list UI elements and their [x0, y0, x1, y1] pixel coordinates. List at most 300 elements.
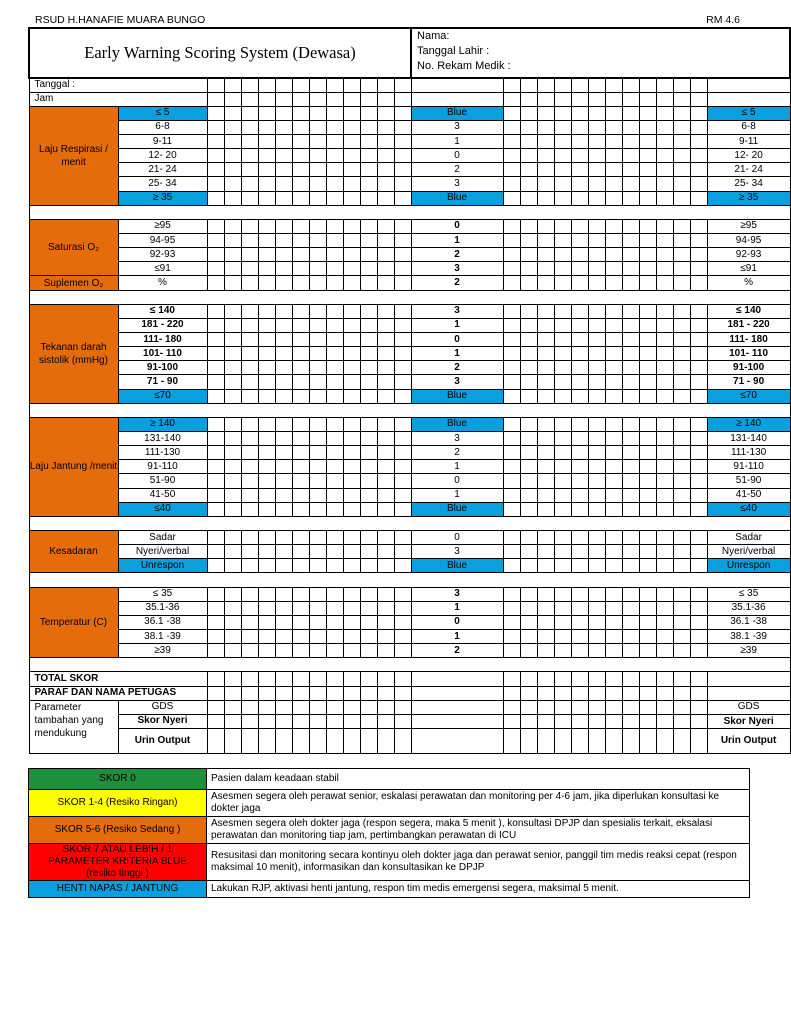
observation-cell[interactable]	[690, 446, 707, 460]
observation-cell[interactable]	[292, 262, 309, 276]
observation-cell[interactable]	[605, 304, 622, 318]
observation-cell[interactable]	[241, 615, 258, 629]
observation-cell[interactable]	[207, 432, 224, 446]
observation-cell[interactable]	[377, 120, 394, 134]
observation-cell[interactable]	[537, 559, 554, 573]
observation-cell[interactable]	[537, 488, 554, 502]
observation-cell[interactable]	[503, 502, 520, 516]
observation-cell[interactable]	[326, 587, 343, 601]
observation-cell[interactable]	[258, 502, 275, 516]
observation-cell[interactable]	[275, 615, 292, 629]
observation-cell[interactable]	[588, 304, 605, 318]
observation-cell[interactable]	[343, 120, 360, 134]
observation-cell[interactable]	[537, 347, 554, 361]
observation-cell[interactable]	[394, 120, 411, 134]
observation-cell[interactable]	[360, 601, 377, 615]
observation-cell[interactable]	[605, 502, 622, 516]
observation-cell[interactable]	[377, 361, 394, 375]
observation-cell[interactable]	[292, 135, 309, 149]
total_score-cell[interactable]	[258, 672, 275, 686]
observation-cell[interactable]	[571, 347, 588, 361]
observation-cell[interactable]	[656, 389, 673, 403]
observation-cell[interactable]	[377, 333, 394, 347]
observation-cell[interactable]	[588, 375, 605, 389]
observation-cell[interactable]	[258, 163, 275, 177]
observation-cell[interactable]	[394, 347, 411, 361]
signature-cell[interactable]	[292, 686, 309, 700]
observation-cell[interactable]	[394, 375, 411, 389]
observation-cell[interactable]	[639, 135, 656, 149]
observation-cell[interactable]	[554, 347, 571, 361]
observation-cell[interactable]	[377, 417, 394, 431]
observation-cell[interactable]	[554, 234, 571, 248]
observation-cell[interactable]	[224, 333, 241, 347]
observation-cell[interactable]	[207, 191, 224, 205]
observation-cell[interactable]	[639, 304, 656, 318]
pain-cell[interactable]	[520, 714, 537, 728]
gds-cell[interactable]	[258, 700, 275, 714]
observation-cell[interactable]	[326, 163, 343, 177]
date-input-cell[interactable]	[377, 78, 394, 92]
observation-cell[interactable]	[292, 545, 309, 559]
date-input-cell[interactable]	[309, 78, 326, 92]
observation-cell[interactable]	[326, 474, 343, 488]
observation-cell[interactable]	[656, 432, 673, 446]
gds-cell[interactable]	[360, 700, 377, 714]
observation-cell[interactable]	[639, 545, 656, 559]
observation-cell[interactable]	[394, 460, 411, 474]
observation-cell[interactable]	[343, 219, 360, 233]
signature-cell[interactable]	[639, 686, 656, 700]
observation-cell[interactable]	[207, 276, 224, 290]
observation-cell[interactable]	[588, 446, 605, 460]
observation-cell[interactable]	[605, 446, 622, 460]
observation-cell[interactable]	[224, 276, 241, 290]
observation-cell[interactable]	[503, 304, 520, 318]
urine-cell[interactable]	[258, 728, 275, 753]
observation-cell[interactable]	[673, 120, 690, 134]
observation-cell[interactable]	[639, 234, 656, 248]
observation-cell[interactable]	[326, 389, 343, 403]
date-input-cell[interactable]	[503, 78, 520, 92]
observation-cell[interactable]	[554, 615, 571, 629]
urine-cell[interactable]	[394, 728, 411, 753]
total_score-mid-cell[interactable]	[411, 672, 503, 686]
observation-cell[interactable]	[537, 248, 554, 262]
gds-cell[interactable]	[656, 700, 673, 714]
observation-cell[interactable]	[520, 375, 537, 389]
gds-cell[interactable]	[343, 700, 360, 714]
observation-cell[interactable]	[224, 644, 241, 658]
observation-cell[interactable]	[292, 615, 309, 629]
observation-cell[interactable]	[656, 644, 673, 658]
gds-cell[interactable]	[309, 700, 326, 714]
signature-cell[interactable]	[343, 686, 360, 700]
total_score-cell[interactable]	[520, 672, 537, 686]
observation-cell[interactable]	[292, 191, 309, 205]
observation-cell[interactable]	[639, 318, 656, 332]
observation-cell[interactable]	[394, 276, 411, 290]
observation-cell[interactable]	[394, 177, 411, 191]
observation-cell[interactable]	[605, 587, 622, 601]
observation-cell[interactable]	[377, 531, 394, 545]
observation-cell[interactable]	[622, 248, 639, 262]
observation-cell[interactable]	[258, 318, 275, 332]
observation-cell[interactable]	[605, 262, 622, 276]
observation-cell[interactable]	[258, 135, 275, 149]
observation-cell[interactable]	[520, 248, 537, 262]
observation-cell[interactable]	[360, 488, 377, 502]
observation-cell[interactable]	[537, 191, 554, 205]
observation-cell[interactable]	[377, 106, 394, 120]
pain-cell[interactable]	[326, 714, 343, 728]
observation-cell[interactable]	[275, 177, 292, 191]
observation-cell[interactable]	[207, 460, 224, 474]
observation-cell[interactable]	[275, 163, 292, 177]
observation-cell[interactable]	[622, 460, 639, 474]
observation-cell[interactable]	[377, 262, 394, 276]
observation-cell[interactable]	[292, 347, 309, 361]
urine-cell[interactable]	[309, 728, 326, 753]
urine-cell[interactable]	[622, 728, 639, 753]
observation-cell[interactable]	[588, 191, 605, 205]
observation-cell[interactable]	[673, 460, 690, 474]
observation-cell[interactable]	[588, 559, 605, 573]
observation-cell[interactable]	[588, 474, 605, 488]
pain-cell[interactable]	[673, 714, 690, 728]
observation-cell[interactable]	[690, 219, 707, 233]
observation-cell[interactable]	[554, 474, 571, 488]
observation-cell[interactable]	[588, 262, 605, 276]
observation-cell[interactable]	[275, 502, 292, 516]
observation-cell[interactable]	[639, 615, 656, 629]
observation-cell[interactable]	[258, 587, 275, 601]
observation-cell[interactable]	[622, 615, 639, 629]
observation-cell[interactable]	[343, 333, 360, 347]
observation-cell[interactable]	[605, 163, 622, 177]
observation-cell[interactable]	[656, 219, 673, 233]
observation-cell[interactable]	[360, 149, 377, 163]
observation-cell[interactable]	[326, 375, 343, 389]
observation-cell[interactable]	[588, 234, 605, 248]
observation-cell[interactable]	[537, 163, 554, 177]
observation-cell[interactable]	[394, 262, 411, 276]
patient-mrn-field[interactable]: No. Rekam Medik :	[417, 60, 511, 72]
observation-cell[interactable]	[588, 432, 605, 446]
observation-cell[interactable]	[605, 347, 622, 361]
observation-cell[interactable]	[503, 135, 520, 149]
urine-cell[interactable]	[537, 728, 554, 753]
gds-cell[interactable]	[690, 700, 707, 714]
observation-cell[interactable]	[622, 318, 639, 332]
observation-cell[interactable]	[360, 389, 377, 403]
time-input-cell[interactable]	[503, 92, 520, 106]
observation-cell[interactable]	[656, 474, 673, 488]
observation-cell[interactable]	[241, 601, 258, 615]
signature-cell[interactable]	[690, 686, 707, 700]
total_score-cell[interactable]	[656, 672, 673, 686]
time-input-cell[interactable]	[588, 92, 605, 106]
observation-cell[interactable]	[690, 177, 707, 191]
observation-cell[interactable]	[622, 389, 639, 403]
observation-cell[interactable]	[520, 644, 537, 658]
urine-cell[interactable]	[503, 728, 520, 753]
observation-cell[interactable]	[622, 234, 639, 248]
urine-cell[interactable]	[343, 728, 360, 753]
observation-cell[interactable]	[690, 488, 707, 502]
observation-cell[interactable]	[241, 234, 258, 248]
date-input-cell[interactable]	[571, 78, 588, 92]
total_score-cell[interactable]	[690, 672, 707, 686]
observation-cell[interactable]	[588, 219, 605, 233]
observation-cell[interactable]	[673, 248, 690, 262]
date-input-cell[interactable]	[207, 78, 224, 92]
observation-cell[interactable]	[554, 446, 571, 460]
observation-cell[interactable]	[588, 615, 605, 629]
observation-cell[interactable]	[292, 177, 309, 191]
observation-cell[interactable]	[258, 361, 275, 375]
observation-cell[interactable]	[224, 248, 241, 262]
date-input-cell[interactable]	[537, 78, 554, 92]
observation-cell[interactable]	[571, 417, 588, 431]
observation-cell[interactable]	[554, 219, 571, 233]
observation-cell[interactable]	[588, 629, 605, 643]
observation-cell[interactable]	[537, 120, 554, 134]
observation-cell[interactable]	[343, 149, 360, 163]
observation-cell[interactable]	[377, 502, 394, 516]
observation-cell[interactable]	[537, 629, 554, 643]
observation-cell[interactable]	[503, 389, 520, 403]
observation-cell[interactable]	[639, 417, 656, 431]
observation-cell[interactable]	[537, 177, 554, 191]
observation-cell[interactable]	[690, 234, 707, 248]
observation-cell[interactable]	[554, 460, 571, 474]
time-input-cell[interactable]	[673, 92, 690, 106]
observation-cell[interactable]	[224, 474, 241, 488]
observation-cell[interactable]	[326, 361, 343, 375]
observation-cell[interactable]	[622, 347, 639, 361]
observation-cell[interactable]	[588, 531, 605, 545]
observation-cell[interactable]	[554, 375, 571, 389]
observation-cell[interactable]	[605, 234, 622, 248]
observation-cell[interactable]	[622, 587, 639, 601]
observation-cell[interactable]	[690, 545, 707, 559]
observation-cell[interactable]	[571, 318, 588, 332]
observation-cell[interactable]	[309, 149, 326, 163]
observation-cell[interactable]	[605, 432, 622, 446]
observation-cell[interactable]	[673, 333, 690, 347]
observation-cell[interactable]	[690, 417, 707, 431]
observation-cell[interactable]	[571, 559, 588, 573]
pain-cell[interactable]	[394, 714, 411, 728]
urine-cell[interactable]	[224, 728, 241, 753]
observation-cell[interactable]	[241, 163, 258, 177]
observation-cell[interactable]	[537, 333, 554, 347]
observation-cell[interactable]	[690, 601, 707, 615]
urine-cell[interactable]	[207, 728, 224, 753]
observation-cell[interactable]	[275, 135, 292, 149]
observation-cell[interactable]	[673, 488, 690, 502]
observation-cell[interactable]	[605, 488, 622, 502]
observation-cell[interactable]	[537, 276, 554, 290]
observation-cell[interactable]	[309, 191, 326, 205]
observation-cell[interactable]	[292, 248, 309, 262]
observation-cell[interactable]	[588, 318, 605, 332]
observation-cell[interactable]	[309, 163, 326, 177]
observation-cell[interactable]	[394, 149, 411, 163]
observation-cell[interactable]	[537, 375, 554, 389]
observation-cell[interactable]	[622, 545, 639, 559]
observation-cell[interactable]	[503, 361, 520, 375]
observation-cell[interactable]	[503, 644, 520, 658]
observation-cell[interactable]	[639, 361, 656, 375]
observation-cell[interactable]	[690, 304, 707, 318]
observation-cell[interactable]	[309, 389, 326, 403]
observation-cell[interactable]	[571, 460, 588, 474]
observation-cell[interactable]	[520, 318, 537, 332]
observation-cell[interactable]	[537, 149, 554, 163]
observation-cell[interactable]	[394, 361, 411, 375]
observation-cell[interactable]	[554, 531, 571, 545]
observation-cell[interactable]	[554, 601, 571, 615]
observation-cell[interactable]	[503, 120, 520, 134]
observation-cell[interactable]	[622, 559, 639, 573]
observation-cell[interactable]	[207, 318, 224, 332]
observation-cell[interactable]	[520, 135, 537, 149]
observation-cell[interactable]	[360, 177, 377, 191]
observation-cell[interactable]	[622, 502, 639, 516]
time-input-cell[interactable]	[520, 92, 537, 106]
observation-cell[interactable]	[292, 361, 309, 375]
observation-cell[interactable]	[292, 120, 309, 134]
observation-cell[interactable]	[673, 474, 690, 488]
urine-cell[interactable]	[690, 728, 707, 753]
total_score-cell[interactable]	[241, 672, 258, 686]
observation-cell[interactable]	[326, 248, 343, 262]
observation-cell[interactable]	[309, 629, 326, 643]
observation-cell[interactable]	[207, 304, 224, 318]
observation-cell[interactable]	[571, 120, 588, 134]
observation-cell[interactable]	[571, 644, 588, 658]
observation-cell[interactable]	[360, 545, 377, 559]
observation-cell[interactable]	[588, 644, 605, 658]
observation-cell[interactable]	[241, 248, 258, 262]
total_score-cell[interactable]	[275, 672, 292, 686]
observation-cell[interactable]	[622, 106, 639, 120]
observation-cell[interactable]	[309, 460, 326, 474]
observation-cell[interactable]	[656, 347, 673, 361]
observation-cell[interactable]	[639, 502, 656, 516]
observation-cell[interactable]	[503, 248, 520, 262]
observation-cell[interactable]	[241, 318, 258, 332]
observation-cell[interactable]	[343, 177, 360, 191]
observation-cell[interactable]	[292, 219, 309, 233]
observation-cell[interactable]	[377, 318, 394, 332]
observation-cell[interactable]	[275, 304, 292, 318]
observation-cell[interactable]	[258, 149, 275, 163]
observation-cell[interactable]	[309, 234, 326, 248]
observation-cell[interactable]	[241, 446, 258, 460]
observation-cell[interactable]	[639, 120, 656, 134]
observation-cell[interactable]	[292, 234, 309, 248]
observation-cell[interactable]	[605, 417, 622, 431]
pain-cell[interactable]	[241, 714, 258, 728]
pain-mid-cell[interactable]	[411, 714, 503, 728]
observation-cell[interactable]	[309, 587, 326, 601]
observation-cell[interactable]	[673, 502, 690, 516]
date-input-cell[interactable]	[639, 78, 656, 92]
urine-cell[interactable]	[377, 728, 394, 753]
observation-cell[interactable]	[377, 389, 394, 403]
observation-cell[interactable]	[241, 375, 258, 389]
observation-cell[interactable]	[258, 234, 275, 248]
observation-cell[interactable]	[258, 248, 275, 262]
signature-cell[interactable]	[207, 686, 224, 700]
observation-cell[interactable]	[673, 545, 690, 559]
urine-cell[interactable]	[588, 728, 605, 753]
observation-cell[interactable]	[275, 446, 292, 460]
observation-cell[interactable]	[224, 502, 241, 516]
observation-cell[interactable]	[537, 531, 554, 545]
observation-cell[interactable]	[224, 304, 241, 318]
urine-mid-cell[interactable]	[411, 728, 503, 753]
observation-cell[interactable]	[503, 375, 520, 389]
total_score-cell[interactable]	[224, 672, 241, 686]
observation-cell[interactable]	[656, 120, 673, 134]
observation-cell[interactable]	[309, 276, 326, 290]
observation-cell[interactable]	[309, 135, 326, 149]
time-input-cell[interactable]	[394, 92, 411, 106]
observation-cell[interactable]	[326, 135, 343, 149]
observation-cell[interactable]	[377, 446, 394, 460]
observation-cell[interactable]	[275, 389, 292, 403]
observation-cell[interactable]	[377, 460, 394, 474]
observation-cell[interactable]	[275, 106, 292, 120]
observation-cell[interactable]	[258, 559, 275, 573]
date-input-cell[interactable]	[241, 78, 258, 92]
observation-cell[interactable]	[639, 163, 656, 177]
observation-cell[interactable]	[571, 163, 588, 177]
observation-cell[interactable]	[520, 417, 537, 431]
observation-cell[interactable]	[377, 163, 394, 177]
total_score-cell[interactable]	[343, 672, 360, 686]
observation-cell[interactable]	[275, 644, 292, 658]
observation-cell[interactable]	[554, 191, 571, 205]
observation-cell[interactable]	[622, 120, 639, 134]
observation-cell[interactable]	[241, 177, 258, 191]
observation-cell[interactable]	[309, 219, 326, 233]
observation-cell[interactable]	[258, 488, 275, 502]
observation-cell[interactable]	[622, 432, 639, 446]
total_score-cell[interactable]	[309, 672, 326, 686]
observation-cell[interactable]	[656, 375, 673, 389]
observation-cell[interactable]	[258, 432, 275, 446]
observation-cell[interactable]	[326, 234, 343, 248]
observation-cell[interactable]	[537, 432, 554, 446]
observation-cell[interactable]	[622, 375, 639, 389]
observation-cell[interactable]	[343, 601, 360, 615]
observation-cell[interactable]	[343, 629, 360, 643]
observation-cell[interactable]	[275, 488, 292, 502]
observation-cell[interactable]	[520, 502, 537, 516]
observation-cell[interactable]	[224, 446, 241, 460]
observation-cell[interactable]	[258, 276, 275, 290]
observation-cell[interactable]	[520, 531, 537, 545]
total_score-cell[interactable]	[207, 672, 224, 686]
observation-cell[interactable]	[588, 361, 605, 375]
observation-cell[interactable]	[520, 333, 537, 347]
observation-cell[interactable]	[571, 106, 588, 120]
